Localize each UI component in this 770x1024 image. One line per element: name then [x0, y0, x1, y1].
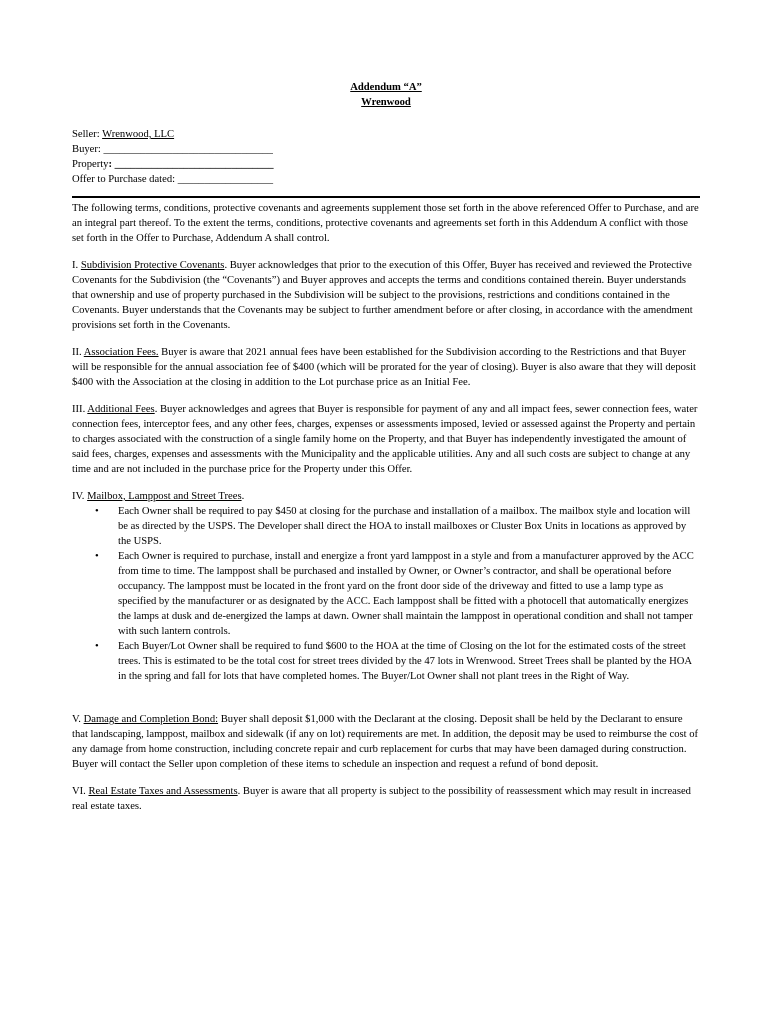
heading-period: . — [241, 491, 245, 502]
section-number: I. — [72, 260, 81, 271]
subdivision-title: Wrenwood — [361, 97, 411, 108]
divider-rule — [72, 196, 700, 198]
section-heading: Damage and Completion Bond: — [83, 714, 219, 725]
document-title — [72, 80, 700, 110]
list-item-text: Each Owner is required to purchase, install and energize a front yard lamppost in a style and from a manufacturer approved by the ACC from time to time. The lamppost shall be purchased and installed by Owner, or Owner’s contractor, and shall be operational before occupancy. The lamppost must be located in the front yard on the front door side of the driveway and fitted to use a lamp type as specified by the manufacturer or as designated by the ACC. Each lamppost shall be fitted with a photocell that automatically energizes the lamps at dusk and de-energized the lamps at dawn. Owner shall maintain the lamppost in operational condition and shall not tamper with such lantern controls. — [118, 551, 694, 637]
list-item — [72, 639, 700, 684]
intro-paragraph: The following terms, conditions, protective covenants and agreements supplement those set forth in the above referenced Offer to Purchase, and are an integral part thereof. To the extent the terms, conditions, protective covenants and agreements set forth in this Addendum A conflict with those set forth in the Offer to Purchase, Addendum A shall control. — [72, 203, 699, 244]
section-heading: Real Estate Taxes and Assessments — [88, 786, 238, 797]
list-item-text: Each Buyer/Lot Owner shall be required to fund $600 to the HOA at the time of Closing on the lot for the estimated costs of the street trees. This is estimated to be the total cost for street trees divided by the 47 lots in Wrenwood. Street Trees shall be planted by the HOA in the spring and fall for lots that have completed homes. The Buyer/Lot Owner shall not plant trees in the Right of Way. — [118, 641, 692, 682]
section-number: II. — [72, 347, 84, 358]
section-number: V. — [72, 714, 84, 725]
bullet-icon: • — [95, 506, 99, 517]
list-item — [72, 549, 700, 639]
section-body: . Buyer acknowledges that prior to the execution of this Offer, Buyer has received and reviewed the Protective Covenants for the Subdivision (the “Covenants”) and Buyer approves and accepts the terms and conditions contained therein. Buyer understands that ownership and use of property purchased in the Subdivision will be subject to the provisions, restrictions and conditions contained in the Covenants. Buyer understands that the Covenants may be subject to further amendment before or after closing, in accordance with the amendment provisions set forth in the Covenants. — [72, 260, 693, 331]
requirements-list — [72, 504, 700, 684]
section-heading-line — [72, 489, 700, 504]
property-line — [72, 157, 700, 172]
seller-value: Wrenwood, LLC — [102, 129, 175, 140]
section-body: . Buyer is aware that all property is subject to the possibility of reassessment which may result in increased real estate taxes. — [72, 786, 691, 812]
section-body: Buyer shall deposit $1,000 with the Declarant at the closing. Deposit shall be held by the Declarant to ensure that landscaping, lamppost, mailbox and sidewalk (if any on lot) requirements are met. In addition, the deposit may be used to reimburse the cost of any damage from home construction, including concrete repair and curb replacement for curbs that may have been damaged during construction. Buyer will contact the Seller upon completion of these items to schedule an inspection and request a refund of bond deposit. — [72, 714, 699, 770]
section-heading: Mailbox, Lamppost and Street Trees — [87, 491, 242, 502]
section-heading: Subdivision Protective Covenants — [80, 260, 225, 271]
seller-line — [72, 127, 700, 142]
section-number: IV. — [72, 491, 88, 502]
section-subdivision-covenants — [72, 258, 700, 333]
section-heading: Association Fees. — [83, 347, 159, 358]
section-body: . Buyer acknowledges and agrees that Buyer is responsible for payment of any and all impact fees, sewer connection fees, water connection fees, interceptor fees, and any other fees, charges, expenses or assessments imposed, levied or assessed against the Property and pertain to charges associated with the construction of a single family home on the Property, and that Buyer has independently investigated the amount of said fees, charges, expenses and assessments with the Municipality and the applicable utilities. Any and all such costs are subject to change at any time and are not included in the purchase price for the Property under this Offer. — [72, 404, 698, 475]
section-mailbox-lamppost-trees — [72, 489, 700, 684]
header-block — [72, 127, 700, 187]
section-number: VI. — [72, 786, 89, 797]
list-item — [72, 504, 700, 549]
list-item-text: Each Owner shall be required to pay $450 at closing for the purchase and installation of a mailbox. The mailbox style and location will be as directed by the USPS. The Developer shall direct the HOA to install mailboxes or Cluster Box Units in locations as approved by the USPS. — [118, 506, 691, 547]
property-blank: : ______________________________ — [108, 159, 274, 170]
document-page — [72, 80, 700, 814]
property-label: Property — [72, 159, 109, 170]
section-real-estate-taxes — [72, 784, 700, 814]
bullet-icon: • — [95, 551, 99, 562]
addendum-title: Addendum “A” — [350, 82, 422, 93]
section-additional-fees — [72, 402, 700, 477]
section-number: III. — [72, 404, 88, 415]
section-body: Buyer is aware that 2021 annual fees have been established for the Subdivision according to the Restrictions and that Buyer will be responsible for the annual association fee of $400 (which will be prorated for the year of closing). Buyer is also aware that they will deposit $400 with the Association at the closing in addition to the Lot purchase price as an Initial Fee. — [72, 347, 696, 388]
seller-label: Seller: — [72, 129, 103, 140]
section-heading: Additional Fees — [87, 404, 155, 415]
buyer-line: Buyer: ________________________________ — [72, 144, 273, 155]
section-association-fees — [72, 345, 700, 390]
bullet-icon: • — [95, 641, 99, 652]
section-damage-bond — [72, 712, 700, 772]
offer-date-line: Offer to Purchase dated: __________________ — [72, 174, 274, 185]
